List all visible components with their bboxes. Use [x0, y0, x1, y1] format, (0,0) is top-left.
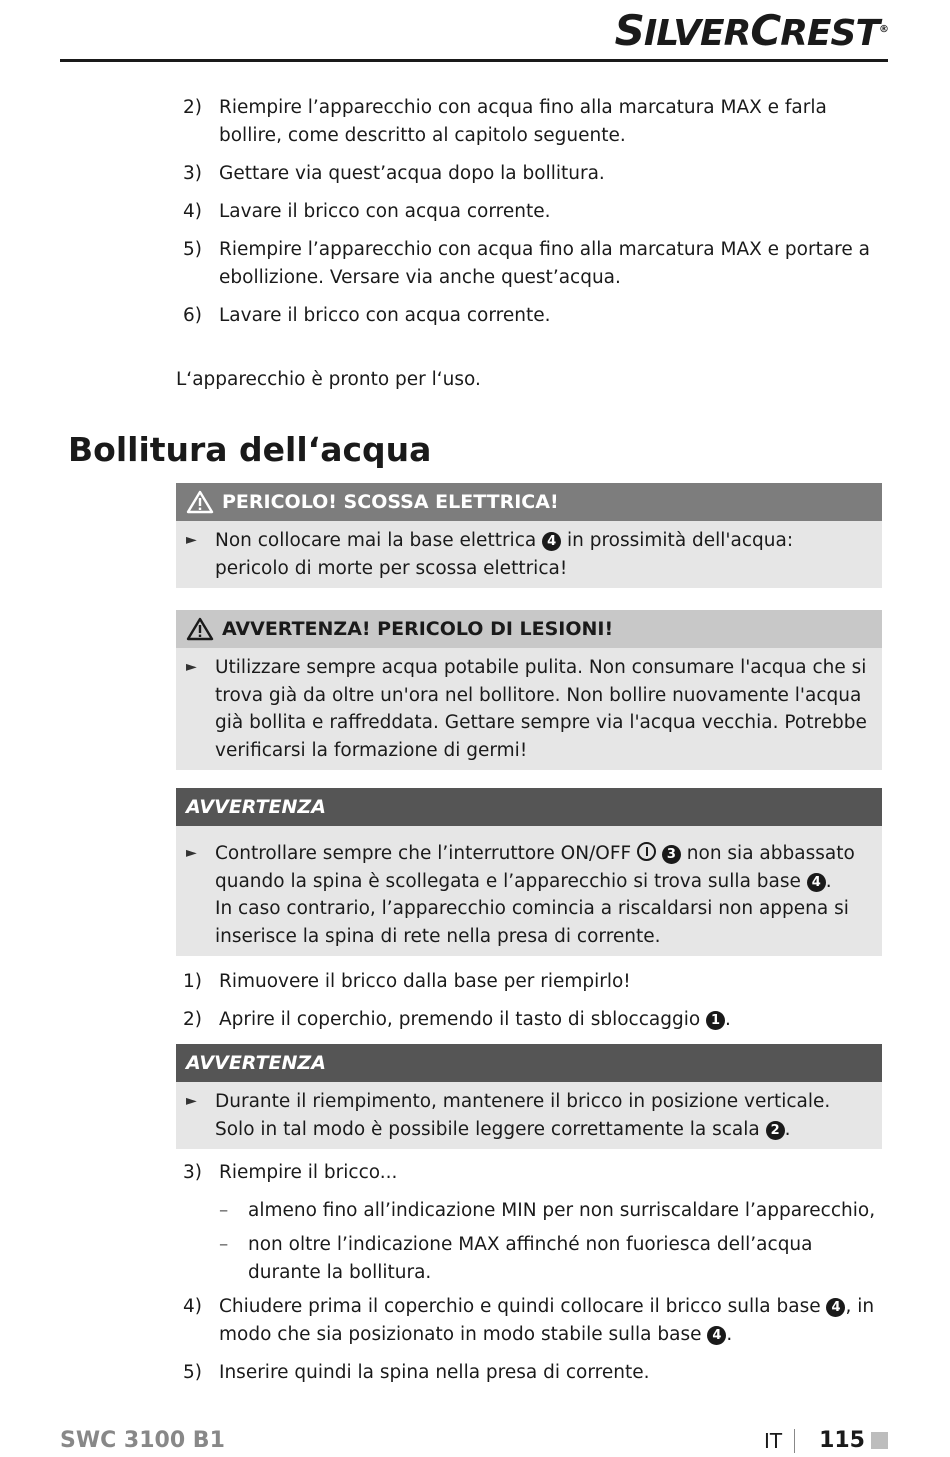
step-item: 2) Riempire l’apparecchio con acqua fino alla marcatura MAX e farla bollire, come descritto al capitolo seguente.	[183, 97, 827, 146]
footer-divider	[794, 1429, 795, 1453]
page-number: 115	[819, 1428, 865, 1453]
step-item: 5) Inserire quindi la spina nella presa di corrente.	[183, 1362, 650, 1383]
step-item: 4) Lavare il bricco con acqua corrente.	[183, 201, 551, 222]
injury-title: AVVERTENZA! PERICOLO DI LESIONI!	[222, 618, 614, 640]
bullet-arrow-icon: ►	[186, 659, 197, 675]
bullet-arrow-icon: ►	[186, 1093, 197, 1109]
bullet-arrow-icon: ►	[186, 845, 197, 861]
warning-box	[176, 788, 882, 956]
warning-header: AVVERTENZA	[176, 1044, 882, 1082]
warning-body: ► Controllare sempre che l’interruttore ON/OFF 3 non sia abbassato quando la spina è scollegata e l’apparecchio si trova sulla base 4 . In caso contrario, l’apparecchio comincia a riscaldarsi non appena si inserisce la spina di rete nella presa di corrente.	[176, 826, 882, 956]
injury-body: ► Utilizzare sempre acqua potabile pulita. Non consumare l'acqua che si trova già da oltre un'ora nel bollitore. Non bollire nuovamente l'acqua già bollita e raffreddata. Gettare sempre via l'acqua vecchia. Potrebbe verificarsi la formazione di germi!	[176, 648, 882, 770]
ref-badge: 1	[706, 1011, 725, 1030]
language-code: IT	[763, 1428, 783, 1453]
warning-body: ► Durante il riempimento, mantenere il bricco in posizione verticale. Solo in tal modo è possibile leggere correttamente la scala 2 .	[176, 1082, 882, 1149]
page-footer	[764, 1428, 888, 1453]
step-item: 4) Chiudere prima il coperchio e quindi collocare il bricco sulla base 4 , in modo che sia posizionato in modo stabile sulla base 4 .	[183, 1296, 875, 1345]
danger-body: ► Non collocare mai la base elettrica 4 in prossimità dell'acqua: pericolo di morte per scossa elettrica!	[176, 521, 882, 588]
ready-text: L‘apparecchio è pronto per l‘uso.	[176, 369, 481, 390]
ref-badge: 3	[662, 845, 681, 864]
model-number: SWC 3100 B1	[60, 1428, 225, 1453]
danger-box	[176, 483, 882, 588]
warning-triangle-icon	[186, 617, 214, 641]
step-item: 5) Riempire l’apparecchio con acqua fino alla marcatura MAX e portare a ebollizione. Versare via anche quest’acqua.	[183, 239, 870, 288]
warning-box	[176, 1044, 882, 1149]
sub-item: – almeno fino all’indicazione MIN per non surriscaldare l’apparecchio,	[219, 1200, 876, 1221]
section-title: Bollitura dell‘acqua	[68, 430, 432, 469]
step-item: 2) Aprire il coperchio, premendo il tasto di sbloccaggio 1 .	[183, 1009, 731, 1030]
step-item: 6) Lavare il bricco con acqua corrente.	[183, 305, 551, 326]
danger-header	[176, 483, 882, 521]
intro-section	[176, 94, 882, 394]
warning-triangle-icon	[186, 490, 214, 514]
injury-header	[176, 610, 882, 648]
danger-title: PERICOLO! SCOSSA ELETTRICA!	[222, 491, 559, 513]
step-item: 1) Rimuovere il bricco dalla base per riempirlo!	[183, 971, 631, 992]
warning-header: AVVERTENZA	[176, 788, 882, 826]
power-icon	[637, 842, 656, 861]
step-item: 3) Riempire il bricco...	[183, 1162, 398, 1183]
brand-logo: SILVERCREST®	[614, 6, 888, 55]
bullet-arrow-icon: ►	[186, 532, 197, 548]
ref-badge: 2	[766, 1121, 785, 1140]
ref-badge: 4	[542, 532, 561, 551]
ref-badge: 4	[807, 873, 826, 892]
step-item: 3) Gettare via quest’acqua dopo la bollitura.	[183, 163, 605, 184]
instructions-section	[176, 483, 882, 1397]
header-rule	[60, 59, 888, 62]
sub-item: – non oltre l’indicazione MAX affinché non fuoriesca dell’acqua durante la bollitura.	[219, 1234, 813, 1283]
ref-badge: 4	[707, 1326, 726, 1345]
page-square-icon	[871, 1432, 888, 1449]
injury-box	[176, 610, 882, 770]
ref-badge: 4	[826, 1298, 845, 1317]
